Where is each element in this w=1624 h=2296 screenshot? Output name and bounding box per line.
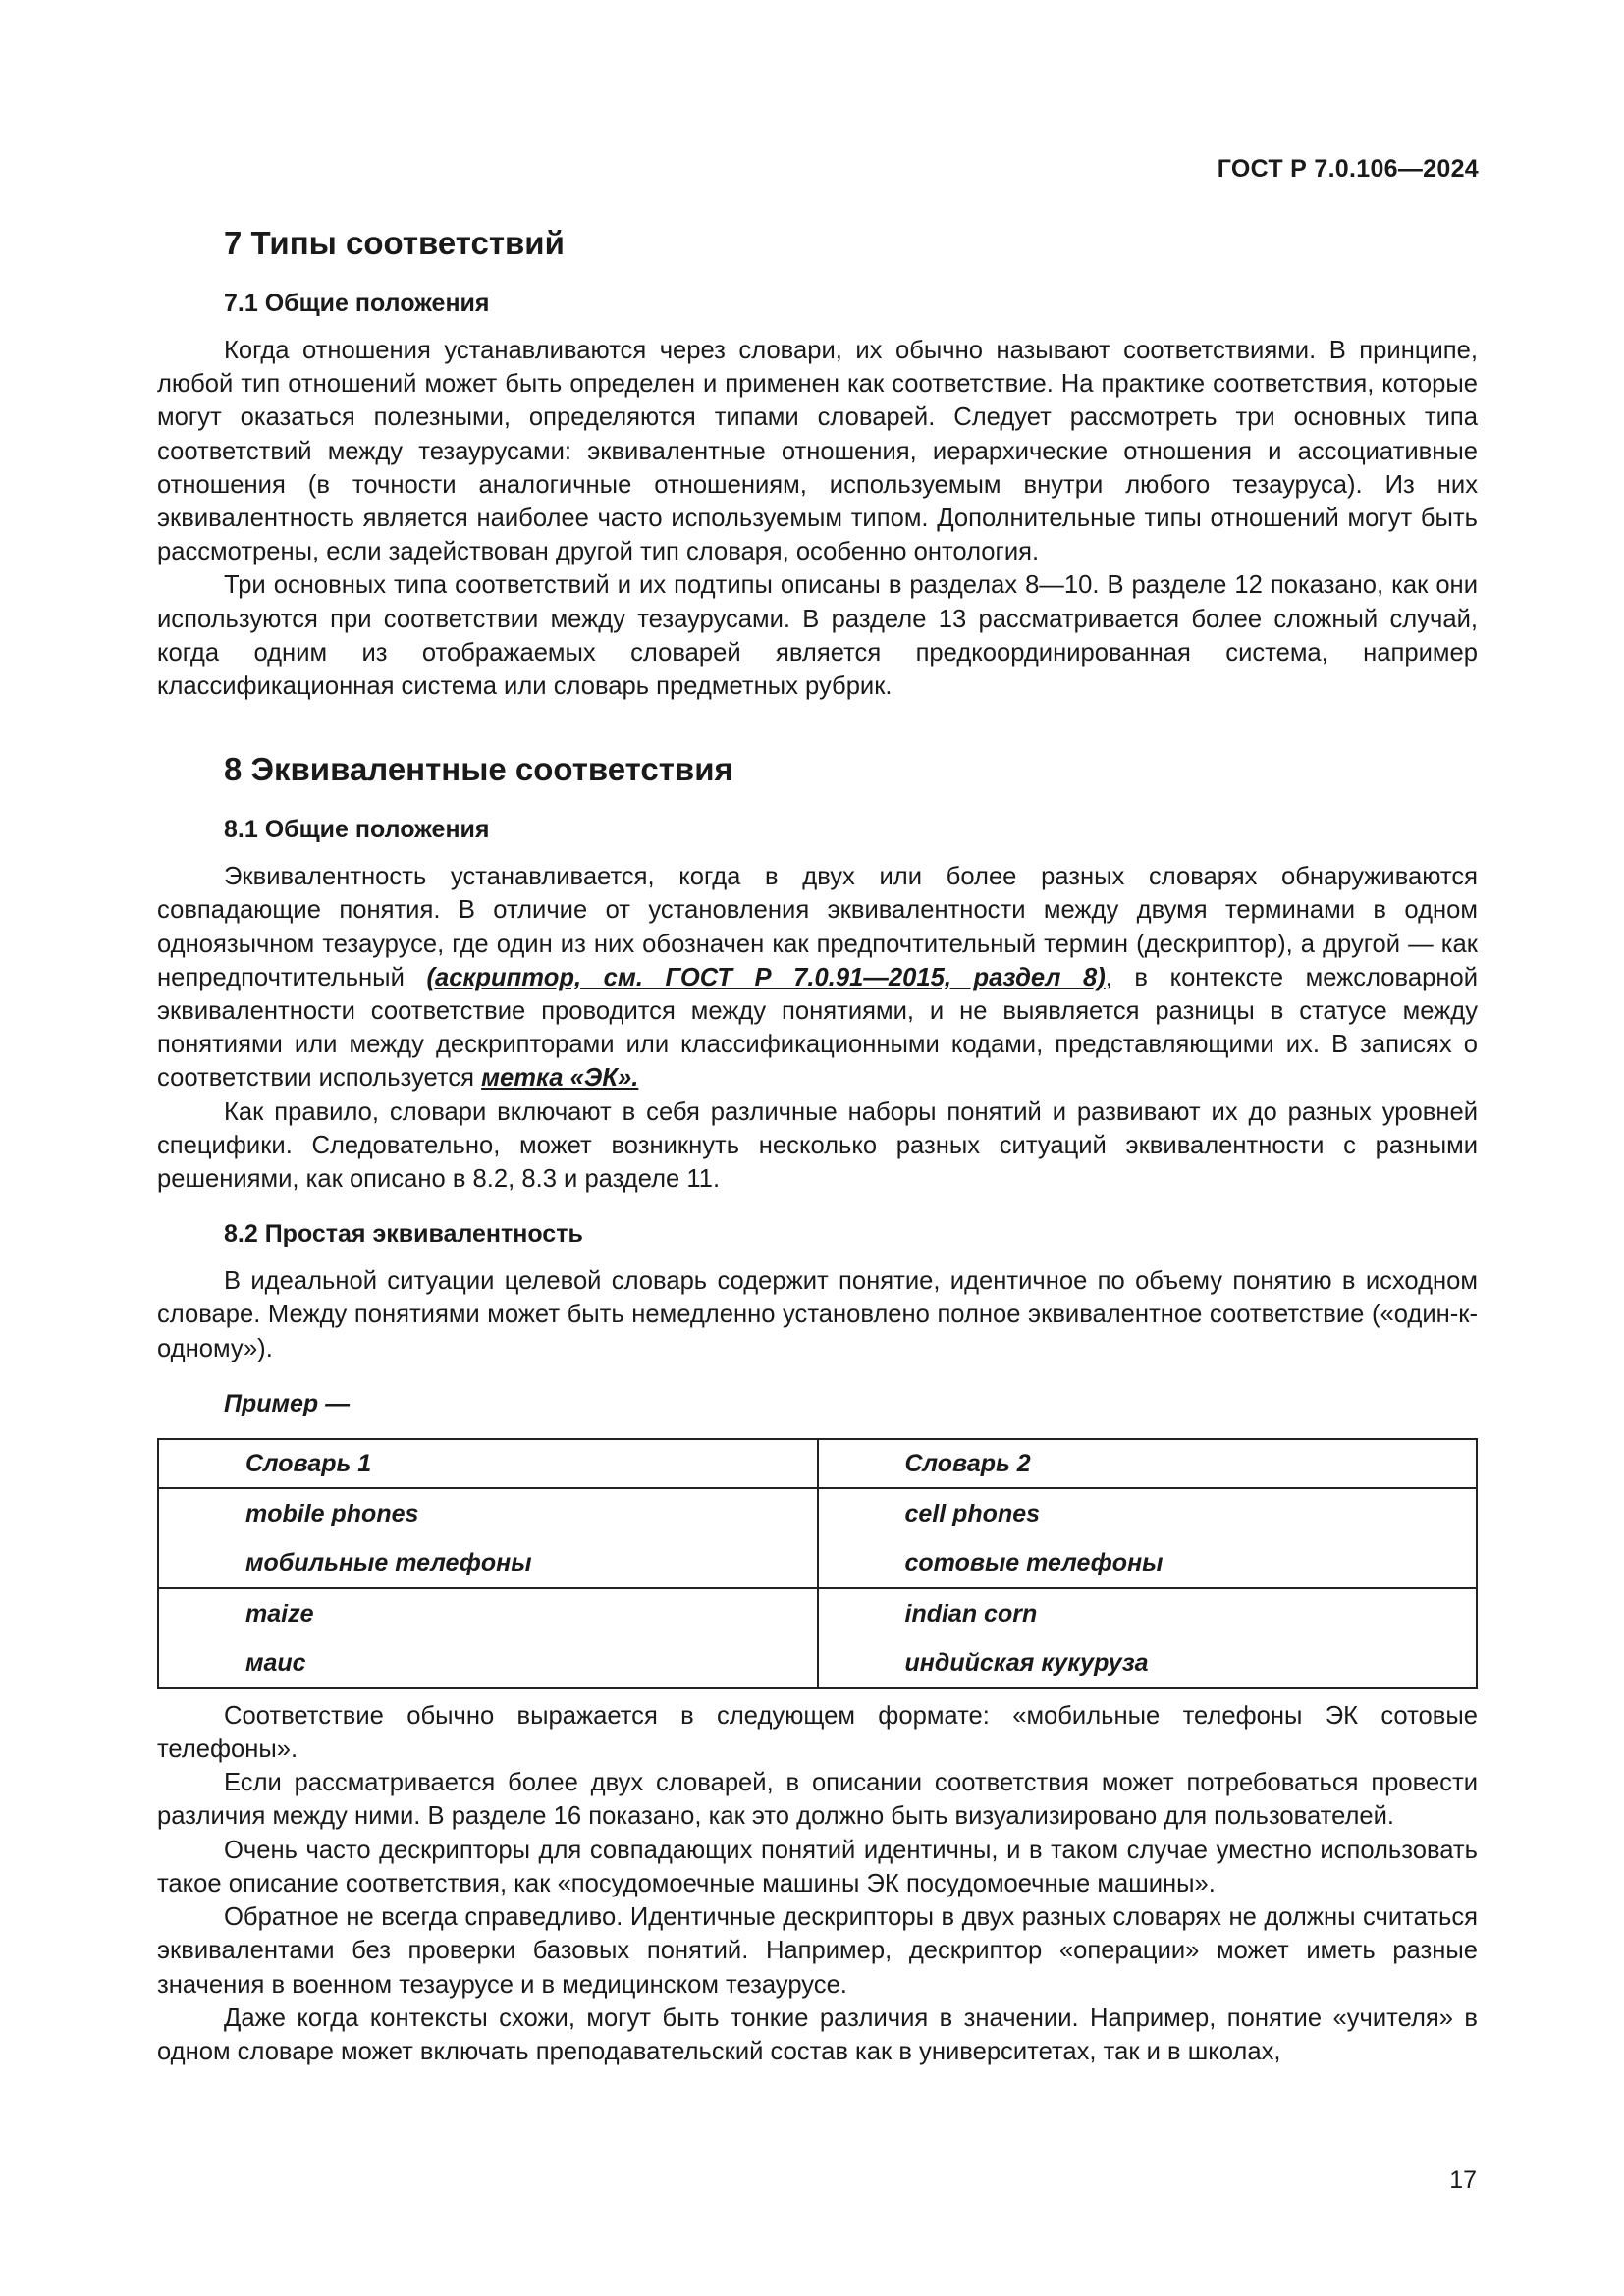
tag-reference-link[interactable]: метка «ЭК». [481, 1064, 639, 1093]
paragraph: Когда отношения устанавливаются через словари, их обычно называют соответствиями. В принципе, любой тип отношений может быть определен и применен как соответствие. На практике соответствия, которые могут оказаться полезными, определяются типами словарей. Следует рассмотреть три основных типа соответствий между тезаурусами: эквивалентные отношения, иерархические отношения и ассоциативные отношения (в точности аналогичные отношениям, используемым внутри любого тезауруса). Из них эквивалентность является наиболее часто используемым типом. Дополнительные типы отношений могут быть рассмотрены, если задействован другой тип словаря, особенно онтология. [157, 337, 1478, 566]
paragraph: Обратное не всегда справедливо. Идентичные дескрипторы в двух разных словарях не должны считаться эквивалентами без проверки базовых понятий. Например, дескриптор «операции» может иметь разные значения в военном тезаурусе и в медицинском тезаурусе. [157, 1903, 1478, 1999]
section-8-2-title: 8.2 Простая эквивалентность [224, 1220, 583, 1249]
paragraph-text: , в контексте межсловарной эквивалентности соответствие проводится между понятиями, и не выявляется разницы в статусе между понятиями или между дескрипторами или классификационными кодами, представляющими их. В записях о соответствии используется [157, 963, 1478, 1093]
example-label: Пример — [224, 1389, 351, 1417]
table-cell: indian corn индийская кукуруза [818, 1588, 1478, 1688]
section-8-title: 8 Эквивалентные соответствия [224, 751, 733, 788]
table-row [158, 1488, 1477, 1588]
table-cell: cell phones сотовые телефоны [818, 1488, 1478, 1588]
page-content [157, 214, 1478, 2068]
paragraph: Соответствие обычно выражается в следующем формате: «мобильные телефоны ЭК сотовые телефоны». [157, 1701, 1478, 1764]
paragraph: Если рассматривается более двух словарей, в описании соответствия может потребоваться провести различия между ними. В разделе 16 показано, как это должно быть визуализировано для пользователей. [157, 1769, 1478, 1831]
table-cell: mobile phones мобильные телефоны [158, 1488, 818, 1588]
paragraph-text: Эквивалентность устанавливается, когда в двух или более разных словарях обнаруживаются совпадающие понятия. В отличие от установления эквивалентности между двумя терминами в одном одноязычном тезаурусе, где один из них обозначен как предпочтительный термин (дескриптор), а другой — как непредпочтительный [157, 863, 1478, 991]
paragraph [157, 860, 1478, 1095]
paragraph: Три основных типа соответствий и их подтипы описаны в разделах 8—10. В разделе 12 показано, как они используются при соответствии между тезаурусами. В разделе 13 рассматривается более сложный случай, когда одним из отображаемых словарей является предкоординированная система, например классификационная система или словарь предметных рубрик. [157, 571, 1478, 701]
standard-reference-link[interactable]: (аскриптор, см. ГОСТ Р 7.0.91—2015, раздел 8) [426, 963, 1106, 991]
mapping-example-table [157, 1438, 1478, 1689]
paragraph: Очень часто дескрипторы для совпадающих понятий идентичны, и в таком случае уместно использовать такое описание соответствия, как «посудомоечные машины ЭК посудомоечные машины». [157, 1836, 1478, 1897]
paragraph: Даже когда контексты схожи, могут быть тонкие различия в значении. Например, понятие «учителя» в одном словаре может включать преподавательский состав как в университетах, так и в школах, [157, 2003, 1478, 2065]
table-row [158, 1588, 1477, 1688]
section-7-1-title: 7.1 Общие положения [224, 290, 490, 317]
section-7-title: 7 Типы соответствий [224, 225, 565, 261]
paragraph: В идеальной ситуации целевой словарь содержит понятие, идентичное по объему понятию в исходном словаре. Между понятиями может быть немедленно установлено полное эквивалентное соответствие («один-к-одному»). [157, 1267, 1478, 1362]
table-header-cell: Словарь 1 [158, 1439, 818, 1488]
section-8-1-title: 8.1 Общие положения [224, 816, 490, 844]
table-cell: maize маис [158, 1588, 818, 1688]
page-number: 17 [1449, 2166, 1477, 2194]
document-code: ГОСТ Р 7.0.106—2024 [1217, 155, 1479, 183]
table-header-row [158, 1439, 1477, 1488]
table-header-cell: Словарь 2 [818, 1439, 1478, 1488]
paragraph: Как правило, словари включают в себя различные наборы понятий и развивают их до разных уровней специфики. Следовательно, может возникнуть несколько разных ситуаций эквивалентности с разными решениями, как описано в 8.2, 8.3 и разделе 11. [157, 1097, 1478, 1194]
